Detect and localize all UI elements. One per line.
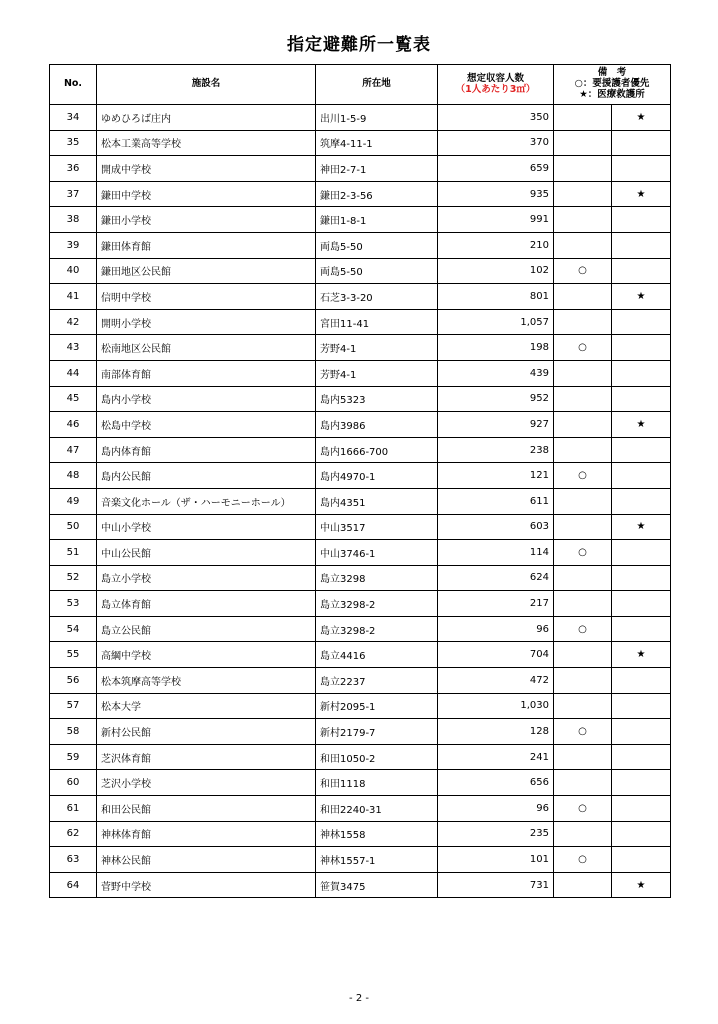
row-priority-mark xyxy=(554,360,612,386)
header-notes xyxy=(554,65,671,105)
row-facility-name: ゆめひろば庄内 xyxy=(97,105,316,131)
row-no: 48 xyxy=(50,463,97,489)
row-address: 島内1666-700 xyxy=(316,437,438,463)
table-row xyxy=(50,872,671,898)
row-facility-name: 中山小学校 xyxy=(97,514,316,540)
row-medical-mark: ★ xyxy=(612,412,671,438)
row-medical-mark xyxy=(612,335,671,361)
table-row xyxy=(50,565,671,591)
row-facility-name: 菅野中学校 xyxy=(97,872,316,898)
row-facility-name: 開明小学校 xyxy=(97,309,316,335)
row-medical-mark xyxy=(612,309,671,335)
row-priority-mark: ○ xyxy=(554,719,612,745)
row-no: 61 xyxy=(50,796,97,822)
row-capacity: 704 xyxy=(438,642,554,668)
row-facility-name: 鎌田小学校 xyxy=(97,207,316,233)
row-address: 笹賀3475 xyxy=(316,872,438,898)
row-address: 和田1118 xyxy=(316,770,438,796)
row-capacity: 241 xyxy=(438,744,554,770)
row-address: 島内3986 xyxy=(316,412,438,438)
row-no: 58 xyxy=(50,719,97,745)
shelter-table xyxy=(49,64,671,898)
row-medical-mark xyxy=(612,488,671,514)
table-row xyxy=(50,412,671,438)
row-no: 35 xyxy=(50,130,97,156)
row-capacity: 935 xyxy=(438,181,554,207)
row-facility-name: 信明中学校 xyxy=(97,284,316,310)
header-notes-star-legend: ★：医療救護所 xyxy=(579,88,645,100)
row-address: 芳野4-1 xyxy=(316,335,438,361)
row-medical-mark xyxy=(612,565,671,591)
header-capacity-note: （1人あたり3㎡） xyxy=(455,83,536,95)
row-address: 鎌田2-3-56 xyxy=(316,181,438,207)
row-address: 筑摩4-11-1 xyxy=(316,130,438,156)
row-no: 39 xyxy=(50,232,97,258)
row-no: 50 xyxy=(50,514,97,540)
row-no: 37 xyxy=(50,181,97,207)
row-capacity: 1,057 xyxy=(438,309,554,335)
row-no: 34 xyxy=(50,105,97,131)
row-priority-mark xyxy=(554,514,612,540)
row-medical-mark: ★ xyxy=(612,642,671,668)
table-row xyxy=(50,488,671,514)
header-capacity-label: 想定収容人数 xyxy=(466,72,524,84)
row-priority-mark xyxy=(554,156,612,182)
row-priority-mark xyxy=(554,488,612,514)
row-capacity: 96 xyxy=(438,616,554,642)
row-address: 中山3517 xyxy=(316,514,438,540)
row-priority-mark xyxy=(554,207,612,233)
row-medical-mark xyxy=(612,463,671,489)
row-facility-name: 松本筑摩高等学校 xyxy=(97,668,316,694)
row-address: 和田1050-2 xyxy=(316,744,438,770)
row-facility-name: 鎌田地区公民館 xyxy=(97,258,316,284)
row-facility-name: 松本大学 xyxy=(97,693,316,719)
table-row xyxy=(50,207,671,233)
row-facility-name: 松南地区公民館 xyxy=(97,335,316,361)
row-priority-mark xyxy=(554,181,612,207)
row-facility-name: 芝沢体育館 xyxy=(97,744,316,770)
row-facility-name: 芝沢小学校 xyxy=(97,770,316,796)
table-row xyxy=(50,770,671,796)
table-row xyxy=(50,796,671,822)
row-capacity: 96 xyxy=(438,796,554,822)
row-address: 新村2095-1 xyxy=(316,693,438,719)
row-capacity: 102 xyxy=(438,258,554,284)
row-no: 49 xyxy=(50,488,97,514)
row-priority-mark xyxy=(554,437,612,463)
row-no: 63 xyxy=(50,847,97,873)
row-capacity: 1,030 xyxy=(438,693,554,719)
row-medical-mark xyxy=(612,258,671,284)
header-no: No. xyxy=(50,65,97,105)
row-facility-name: 鎌田中学校 xyxy=(97,181,316,207)
table-row xyxy=(50,847,671,873)
row-address: 出川1-5-9 xyxy=(316,105,438,131)
table-row xyxy=(50,591,671,617)
row-no: 60 xyxy=(50,770,97,796)
row-no: 40 xyxy=(50,258,97,284)
row-medical-mark xyxy=(612,232,671,258)
row-no: 44 xyxy=(50,360,97,386)
row-facility-name: 松本工業高等学校 xyxy=(97,130,316,156)
row-facility-name: 音楽文化ホール（ザ・ハーモニーホール） xyxy=(97,488,316,514)
row-medical-mark: ★ xyxy=(612,105,671,131)
header-address: 所在地 xyxy=(316,65,438,105)
row-medical-mark xyxy=(612,847,671,873)
row-no: 38 xyxy=(50,207,97,233)
row-medical-mark: ★ xyxy=(612,181,671,207)
row-capacity: 439 xyxy=(438,360,554,386)
row-address: 神林1558 xyxy=(316,821,438,847)
row-no: 59 xyxy=(50,744,97,770)
row-facility-name: 松島中学校 xyxy=(97,412,316,438)
row-medical-mark xyxy=(612,796,671,822)
row-capacity: 624 xyxy=(438,565,554,591)
row-priority-mark xyxy=(554,565,612,591)
row-medical-mark xyxy=(612,591,671,617)
row-capacity: 952 xyxy=(438,386,554,412)
row-address: 神林1557-1 xyxy=(316,847,438,873)
table-row xyxy=(50,668,671,694)
row-priority-mark xyxy=(554,693,612,719)
row-medical-mark xyxy=(612,744,671,770)
row-priority-mark: ○ xyxy=(554,540,612,566)
table-row xyxy=(50,232,671,258)
row-address: 島内5323 xyxy=(316,386,438,412)
row-address: 島立4416 xyxy=(316,642,438,668)
table-row xyxy=(50,616,671,642)
table-row xyxy=(50,719,671,745)
table-row xyxy=(50,642,671,668)
row-medical-mark xyxy=(612,130,671,156)
row-address: 島内4351 xyxy=(316,488,438,514)
row-no: 64 xyxy=(50,872,97,898)
row-priority-mark xyxy=(554,744,612,770)
table-row xyxy=(50,693,671,719)
row-medical-mark: ★ xyxy=(612,872,671,898)
table-row xyxy=(50,744,671,770)
table-row xyxy=(50,130,671,156)
row-capacity: 121 xyxy=(438,463,554,489)
page-title: 指定避難所一覧表 xyxy=(287,35,431,55)
row-address: 両島5-50 xyxy=(316,232,438,258)
row-address: 和田2240-31 xyxy=(316,796,438,822)
row-facility-name: 神林体育館 xyxy=(97,821,316,847)
row-priority-mark xyxy=(554,232,612,258)
row-capacity: 603 xyxy=(438,514,554,540)
row-facility-name: 神林公民館 xyxy=(97,847,316,873)
row-facility-name: 中山公民館 xyxy=(97,540,316,566)
row-capacity: 991 xyxy=(438,207,554,233)
row-priority-mark xyxy=(554,105,612,131)
row-facility-name: 島立公民館 xyxy=(97,616,316,642)
row-priority-mark xyxy=(554,821,612,847)
row-capacity: 659 xyxy=(438,156,554,182)
header-name: 施設名 xyxy=(97,65,316,105)
row-capacity: 927 xyxy=(438,412,554,438)
table-row xyxy=(50,463,671,489)
row-priority-mark: ○ xyxy=(554,616,612,642)
table-row xyxy=(50,821,671,847)
row-priority-mark xyxy=(554,412,612,438)
table-row xyxy=(50,386,671,412)
row-address: 神田2-7-1 xyxy=(316,156,438,182)
row-priority-mark xyxy=(554,642,612,668)
row-no: 42 xyxy=(50,309,97,335)
table-row xyxy=(50,284,671,310)
row-no: 46 xyxy=(50,412,97,438)
row-facility-name: 高綱中学校 xyxy=(97,642,316,668)
row-priority-mark xyxy=(554,309,612,335)
row-priority-mark: ○ xyxy=(554,463,612,489)
row-capacity: 238 xyxy=(438,437,554,463)
row-capacity: 801 xyxy=(438,284,554,310)
page-number: - 2 - xyxy=(349,993,369,1004)
row-address: 島立3298-2 xyxy=(316,591,438,617)
row-no: 41 xyxy=(50,284,97,310)
row-medical-mark xyxy=(612,821,671,847)
row-priority-mark xyxy=(554,284,612,310)
row-priority-mark xyxy=(554,386,612,412)
row-capacity: 128 xyxy=(438,719,554,745)
row-no: 43 xyxy=(50,335,97,361)
row-medical-mark xyxy=(612,719,671,745)
row-priority-mark xyxy=(554,130,612,156)
header-notes-label: 備 考 xyxy=(597,67,627,79)
row-priority-mark xyxy=(554,770,612,796)
table-row xyxy=(50,309,671,335)
table-row xyxy=(50,360,671,386)
row-facility-name: 開成中学校 xyxy=(97,156,316,182)
row-medical-mark xyxy=(612,437,671,463)
row-capacity: 472 xyxy=(438,668,554,694)
row-medical-mark xyxy=(612,540,671,566)
row-medical-mark xyxy=(612,616,671,642)
row-no: 51 xyxy=(50,540,97,566)
row-capacity: 217 xyxy=(438,591,554,617)
table-header-row xyxy=(50,65,671,105)
row-capacity: 656 xyxy=(438,770,554,796)
table-row xyxy=(50,437,671,463)
row-address: 島立2237 xyxy=(316,668,438,694)
row-capacity: 731 xyxy=(438,872,554,898)
table-row xyxy=(50,156,671,182)
row-priority-mark: ○ xyxy=(554,258,612,284)
row-facility-name: 鎌田体育館 xyxy=(97,232,316,258)
row-capacity: 101 xyxy=(438,847,554,873)
row-address: 島立3298-2 xyxy=(316,616,438,642)
row-medical-mark xyxy=(612,693,671,719)
row-address: 中山3746-1 xyxy=(316,540,438,566)
row-no: 53 xyxy=(50,591,97,617)
row-address: 島内4970-1 xyxy=(316,463,438,489)
row-address: 芳野4-1 xyxy=(316,360,438,386)
row-medical-mark xyxy=(612,770,671,796)
row-medical-mark xyxy=(612,207,671,233)
row-no: 55 xyxy=(50,642,97,668)
row-no: 45 xyxy=(50,386,97,412)
row-facility-name: 島内公民館 xyxy=(97,463,316,489)
row-address: 両島5-50 xyxy=(316,258,438,284)
row-priority-mark xyxy=(554,668,612,694)
row-no: 62 xyxy=(50,821,97,847)
row-facility-name: 島立体育館 xyxy=(97,591,316,617)
row-priority-mark xyxy=(554,872,612,898)
table-row xyxy=(50,105,671,131)
row-capacity: 235 xyxy=(438,821,554,847)
row-address: 宮田11-41 xyxy=(316,309,438,335)
row-facility-name: 島内小学校 xyxy=(97,386,316,412)
row-priority-mark: ○ xyxy=(554,796,612,822)
header-capacity xyxy=(438,65,554,105)
row-facility-name: 和田公民館 xyxy=(97,796,316,822)
row-capacity: 370 xyxy=(438,130,554,156)
row-priority-mark xyxy=(554,591,612,617)
row-facility-name: 新村公民館 xyxy=(97,719,316,745)
row-no: 36 xyxy=(50,156,97,182)
row-address: 鎌田1-8-1 xyxy=(316,207,438,233)
row-no: 56 xyxy=(50,668,97,694)
row-medical-mark: ★ xyxy=(612,284,671,310)
table-row xyxy=(50,540,671,566)
row-capacity: 611 xyxy=(438,488,554,514)
row-capacity: 114 xyxy=(438,540,554,566)
row-capacity: 198 xyxy=(438,335,554,361)
row-capacity: 210 xyxy=(438,232,554,258)
row-facility-name: 南部体育館 xyxy=(97,360,316,386)
row-facility-name: 島立小学校 xyxy=(97,565,316,591)
table-row xyxy=(50,181,671,207)
row-medical-mark: ★ xyxy=(612,514,671,540)
table-row xyxy=(50,514,671,540)
row-medical-mark xyxy=(612,668,671,694)
row-no: 52 xyxy=(50,565,97,591)
row-address: 島立3298 xyxy=(316,565,438,591)
row-facility-name: 島内体育館 xyxy=(97,437,316,463)
row-no: 47 xyxy=(50,437,97,463)
row-medical-mark xyxy=(612,156,671,182)
header-notes-circle-legend: ○：要援護者優先 xyxy=(574,78,650,90)
row-no: 57 xyxy=(50,693,97,719)
row-priority-mark: ○ xyxy=(554,847,612,873)
row-no: 54 xyxy=(50,616,97,642)
row-priority-mark: ○ xyxy=(554,335,612,361)
row-medical-mark xyxy=(612,360,671,386)
row-address: 新村2179-7 xyxy=(316,719,438,745)
row-address: 石芝3-3-20 xyxy=(316,284,438,310)
table-row xyxy=(50,258,671,284)
table-row xyxy=(50,335,671,361)
row-medical-mark xyxy=(612,386,671,412)
row-capacity: 350 xyxy=(438,105,554,131)
